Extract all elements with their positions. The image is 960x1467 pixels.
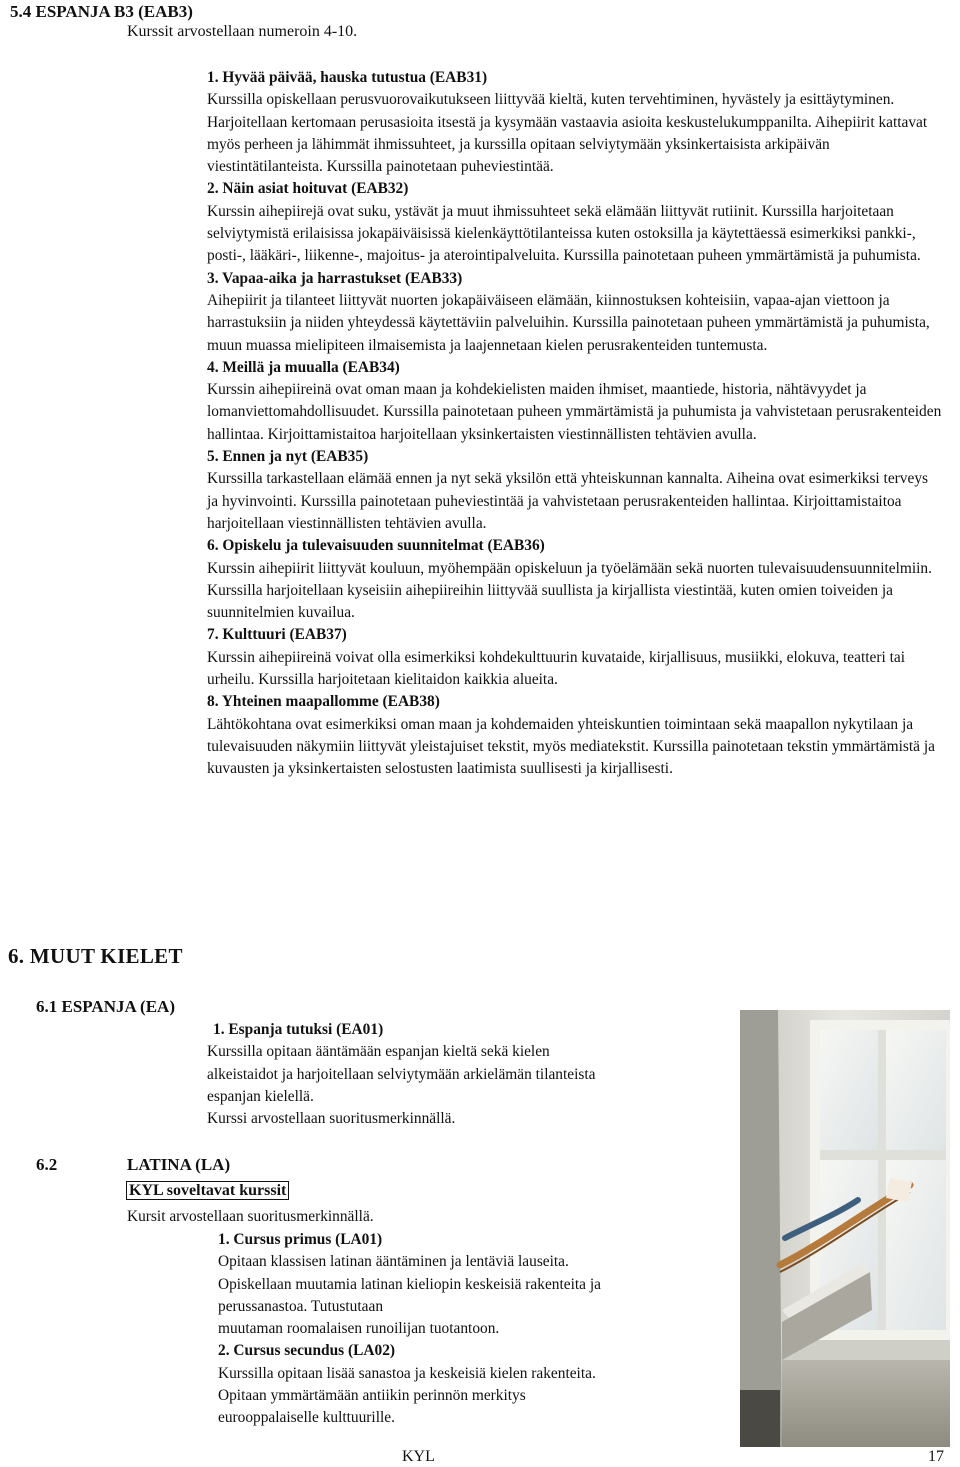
course-heading-ea01: 1. Espanja tutuksi (EA01)	[213, 1021, 384, 1038]
course-heading-eab37: 7. Kulttuuri (EAB37)	[207, 626, 347, 644]
section-subtitle-5-4: Kurssit arvostellaan numeroin 4-10.	[127, 23, 358, 40]
grading-note-latin: Kursit arvostellaan suoritusmerkinnällä.	[127, 1208, 374, 1225]
boxed-label-kyl	[126, 1182, 289, 1200]
course-line: Kurssilla opitaan lisää sanastoa ja keskeisiä kielen rakenteita.	[218, 1364, 596, 1382]
course-description-eab36: Kurssin aihepiirit liittyvät kouluun, myöhempään opiskeluun ja työelämään sekä nuorten tulevaisuudensuunnitelmiin. Kurssilla harjoitellaan kyseisiin aihepiireihin liittyvää suullista ja kirjallista viestintää, kuten omien toiveiden ja suunnitelmien kuvailua.	[207, 559, 932, 622]
boxed-label-text: KYL soveltavat kurssit	[126, 1181, 289, 1200]
course-line: Kurssilla opitaan ääntämään espanjan kieltä sekä kielen	[207, 1043, 550, 1061]
course-list-eab	[207, 67, 942, 781]
course-line: Opiskellaan muutamia latinan kieliopin keskeisiä rakenteita ja	[218, 1275, 601, 1293]
course-heading-eab36: 6. Opiskelu ja tulevaisuuden suunnitelmat (EAB36)	[207, 537, 545, 555]
course-description-eab32: Kurssin aihepiirejä ovat suku, ystävät ja muut ihmissuhteet sekä elämään liittyvät rutiinit. Kurssilla harjoitetaan selviytymistä erilaisissa jokapäiväisissä kielenkäyttötilanteissa kuten ostoksilla ja käytettäessä esimerkiksi pankki-, posti-, lääkäri-, liikenne-, majoitus- ja aterointipalveluita. Kurssilla painotetaan puheen ymmärtämistä ja puhumista.	[207, 202, 921, 265]
course-heading-eab33: 3. Vapaa-aika ja harrastukset (EAB33)	[207, 269, 463, 287]
course-line: espanjan kielellä.	[207, 1087, 314, 1105]
course-description-eab37: Kurssin aihepiireinä voivat olla esimerkiksi kohdekulttuurin kuvataide, kirjallisuus, musiikki, elokuva, teatteri tai urheilu. Kurssilla harjoitetaan kielitaidon kaikkia alueita.	[207, 648, 905, 689]
page-number: 17	[928, 1448, 944, 1465]
course-heading-eab31: 1. Hyvää päivää, hauska tutustua (EAB31)	[207, 69, 488, 86]
course-heading-eab38: 8. Yhteinen maapallomme (EAB38)	[207, 693, 440, 711]
section-title-6-2: LATINA (LA)	[127, 1155, 231, 1174]
course-line: Opitaan ymmärtämään antiikin perinnön merkitys	[218, 1387, 526, 1405]
course-line: eurooppalaiselle kulttuurille.	[218, 1409, 395, 1427]
course-description-eab34: Kurssin aihepiireinä ovat oman maan ja kohdekielisten maiden ihmiset, maantiede, historia, nähtävyydet ja lomanviettomahdollisuudet. Kurssilla painotetaan puheen ymmärtämistä ja puhumista ja vahvistetaan perusrakenteiden hallintaa. Kirjoittamistaitoa harjoitellaan yksinkertaisten viestinnällisten tehtävien avulla.	[207, 381, 942, 443]
stairwell-window-photo	[740, 1010, 950, 1447]
course-line: Opitaan klassisen latinan ääntäminen ja lentäviä lauseita.	[218, 1253, 569, 1271]
course-block-ea01	[207, 1019, 727, 1130]
section-number-6-2: 6.2	[36, 1155, 58, 1174]
course-heading-eab34: 4. Meillä ja muualla (EAB34)	[207, 358, 400, 376]
footer-center-label: KYL	[402, 1448, 435, 1465]
stairwell-illustration	[740, 1010, 950, 1447]
chapter-title-6: 6. MUUT KIELET	[8, 944, 183, 968]
course-heading-la01: 1. Cursus primus (LA01)	[218, 1231, 383, 1248]
course-line: perussanastoa. Tutustutaan	[218, 1297, 384, 1315]
course-line: muutaman roomalaisen runoilijan tuotantoon.	[218, 1320, 500, 1338]
course-description-eab33: Aihepiirit ja tilanteet liittyvät nuorten jokapäiväiseen elämään, kiinnostuksen kohteisiin, vapaa-ajan viettoon ja harrastuksiin ja niiden yhteydessä käytettäviin palveluihin. Kurssilla painotetaan puheen ymmärtämistä ja puhumista, muun muassa mielipiteen ilmaisemista ja laajennetaan kielen perusrakenteiden tuntemusta.	[207, 291, 930, 354]
course-line: Kurssi arvostellaan suoritusmerkinnällä.	[207, 1110, 456, 1128]
course-description-eab38: Lähtökohtana ovat esimerkiksi oman maan ja kohdemaiden yhteiskuntien toimintaan sekä maapallon nykytilaan ja tulevaisuuden näkymiin liittyvät yleistajuiset tekstit, myös mediatekstit. Kurssilla painotetaan tekstin ymmärtämistä ja kuvausten ja yksinkertaisten selostusten laatimista suullisesti ja kirjallisesti.	[207, 715, 935, 778]
course-block-latin	[218, 1229, 723, 1430]
course-heading-eab32: 2. Näin asiat hoituvat (EAB32)	[207, 180, 409, 198]
course-description-eab31: Kurssilla opiskellaan perusvuorovaikutukseen liittyvää kieltä, kuten tervehtiminen, hyvästely ja esittäytyminen. Harjoitellaan kertomaan perusasioita itsestä ja kysymään vastaavia asioita keskustelukumppanilta. Aihepiirit kattavat myös perheen ja lähimmät ihmissuhteet, ja kurssilla opitaan selviytymään yksinkertaisista arkipäivän viestintätilanteista. Kurssilla painotetaan puheviestintää.	[207, 91, 928, 176]
course-description-eab35: Kurssilla tarkastellaan elämää ennen ja nyt sekä yksilön että yhteiskunnan kannalta. Aiheina ovat esimerkiksi terveys ja hyvinvointi. Kurssilla painotetaan puheviestintää ja vahvistetaan perusrakenteiden hallintaa. Kirjoittamistaitoa harjoitellaan viestinnällisten tehtävien avulla.	[207, 470, 928, 532]
course-heading-la02: 2. Cursus secundus (LA02)	[218, 1342, 396, 1360]
section-title-6-1: 6.1 ESPANJA (EA)	[36, 997, 175, 1016]
course-line: alkeistaidot ja harjoitellaan selviytymään arkielämän tilanteista	[207, 1065, 596, 1083]
course-heading-eab35: 5. Ennen ja nyt (EAB35)	[207, 448, 369, 466]
section-title-5-4: 5.4 ESPANJA B3 (EAB3)	[10, 2, 193, 21]
